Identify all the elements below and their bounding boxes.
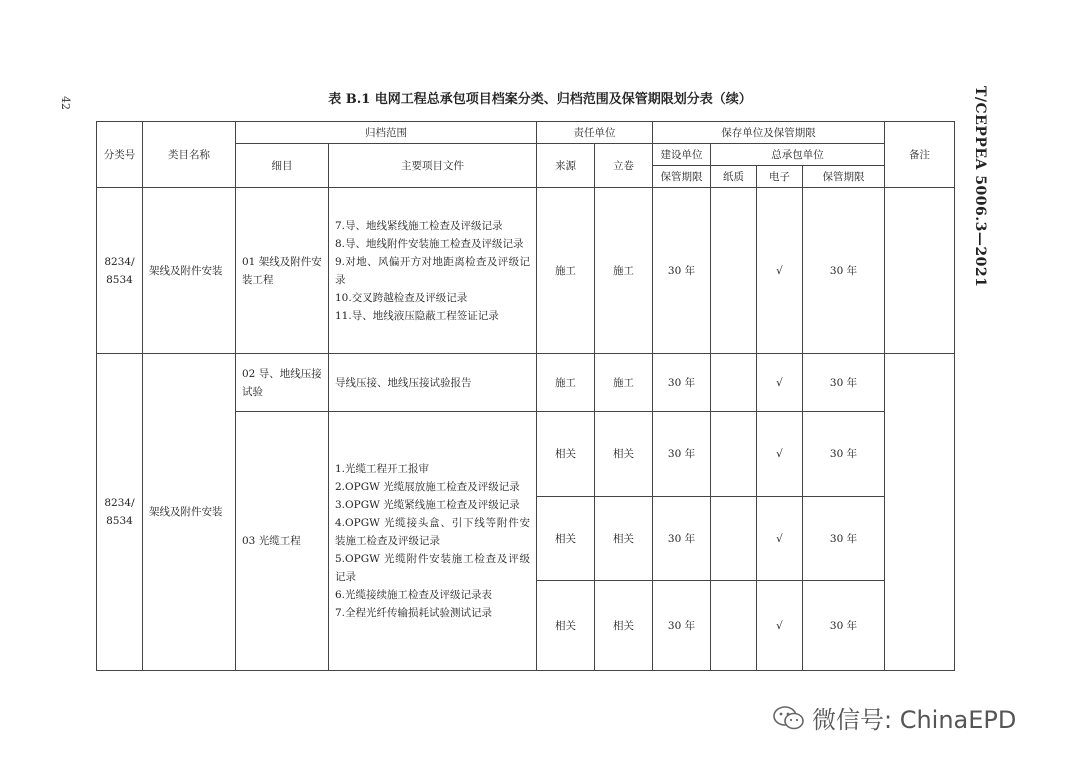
- cell-contractor-retention: 30 年: [803, 412, 885, 497]
- cell-source: 相关: [537, 497, 595, 581]
- header-builder: 建设单位: [653, 144, 711, 166]
- section1-docs: [329, 188, 537, 354]
- cell-electronic: √: [757, 497, 803, 581]
- standard-code: T/CEPPEA 5006.3—2021: [972, 86, 988, 288]
- cell-filing: 相关: [595, 581, 653, 671]
- wechat-icon: [772, 705, 806, 731]
- section2-detail-02: 02 导、地线压接试验: [236, 354, 329, 412]
- header-retention2: 保管期限: [803, 166, 885, 188]
- section1-code: 8234/ 8534: [97, 188, 143, 354]
- section1-detail: 01 架线及附件安装工程: [236, 188, 329, 354]
- doc-line: 4.OPGW 光缆接头盒、引下线等附件安装施工检查及评级记录: [335, 517, 530, 547]
- cell-filing: 相关: [595, 497, 653, 581]
- header-custody: 保存单位及保管期限: [653, 122, 885, 144]
- header-paper: 纸质: [711, 166, 757, 188]
- section1-category: 架线及附件安装: [143, 188, 236, 354]
- cell-electronic: √: [757, 354, 803, 412]
- cell-paper: [711, 581, 757, 671]
- archive-table: [96, 121, 955, 671]
- cell-source: 相关: [537, 412, 595, 497]
- cell-contractor-retention: 30 年: [803, 497, 885, 581]
- cell-builder-retention: 30 年: [653, 581, 711, 671]
- header-electronic: 电子: [757, 166, 803, 188]
- doc-line: 10.交叉跨越检查及评级记录: [335, 291, 468, 304]
- section2-docs-02: [329, 354, 537, 412]
- cell-builder-retention: 30 年: [653, 188, 711, 354]
- cell-contractor-retention: 30 年: [803, 354, 885, 412]
- cell-source: 相关: [537, 581, 595, 671]
- doc-line: 2.OPGW 光缆展放施工检查及评级记录: [335, 481, 520, 493]
- cell-contractor-retention: 30 年: [803, 188, 885, 354]
- cell-contractor-retention: 30 年: [803, 581, 885, 671]
- cell-electronic: √: [757, 188, 803, 354]
- doc-line: 导线压接、地线压接试验报告: [335, 376, 472, 389]
- doc-line: 9.对地、风偏开方对地距离检查及评级记录: [335, 255, 530, 286]
- cell-filing: 施工: [595, 354, 653, 412]
- cell-filing: 相关: [595, 412, 653, 497]
- cell-paper: [711, 188, 757, 354]
- doc-line: 3.OPGW 光缆紧线施工检查及评级记录: [335, 499, 520, 511]
- watermark: [772, 700, 1016, 735]
- header-filing: 立卷: [595, 144, 653, 188]
- doc-line: 5.OPGW 光缆附件安装施工检查及评级记录: [335, 553, 530, 583]
- doc-line: 7.导、地线紧线施工检查及评级记录: [335, 219, 503, 232]
- section2-code: 8234/ 8534: [97, 354, 143, 671]
- cell-paper: [711, 412, 757, 497]
- section2-detail-03: 03 光缆工程: [236, 412, 329, 671]
- header-category: 类目名称: [143, 122, 236, 188]
- header-responsible: 责任单位: [537, 122, 653, 144]
- cell-source: 施工: [537, 354, 595, 412]
- table-title: 表 B.1 电网工程总承包项目档案分类、归档范围及保管期限划分表（续）: [328, 92, 752, 107]
- cell-electronic: √: [757, 412, 803, 497]
- doc-line: 1.光缆工程开工报审: [335, 463, 430, 475]
- cell-builder-retention: 30 年: [653, 412, 711, 497]
- cell-filing: 施工: [595, 188, 653, 354]
- cell-builder-retention: 30 年: [653, 497, 711, 581]
- watermark-text: 微信号: ChinaEPD: [812, 706, 1017, 734]
- doc-line: 8.导、地线附件安装施工检查及评级记录: [335, 237, 524, 250]
- header-main-docs: 主要项目文件: [329, 144, 537, 188]
- header-code: 分类号: [97, 122, 143, 188]
- cell-paper: [711, 354, 757, 412]
- header-retention: 保管期限: [653, 166, 711, 188]
- section2-category: 架线及附件安装: [143, 354, 236, 671]
- cell-builder-retention: 30 年: [653, 354, 711, 412]
- header-scope: 归档范围: [236, 122, 537, 144]
- cell-remark: [885, 354, 955, 671]
- header-remark: 备注: [885, 122, 955, 188]
- page-number: 42: [59, 96, 72, 110]
- header-detail: 细目: [236, 144, 329, 188]
- header-source: 来源: [537, 144, 595, 188]
- cell-paper: [711, 497, 757, 581]
- doc-line: 6.光缆接续施工检查及评级记录表: [335, 589, 493, 601]
- cell-remark: [885, 188, 955, 354]
- cell-source: 施工: [537, 188, 595, 354]
- cell-electronic: √: [757, 581, 803, 671]
- doc-line: 11.导、地线液压隐蔽工程签证记录: [335, 309, 499, 322]
- doc-line: 7.全程光纤传输损耗试验测试记录: [335, 607, 493, 619]
- header-contractor: 总承包单位: [711, 144, 885, 166]
- section2-docs-03: [329, 412, 537, 671]
